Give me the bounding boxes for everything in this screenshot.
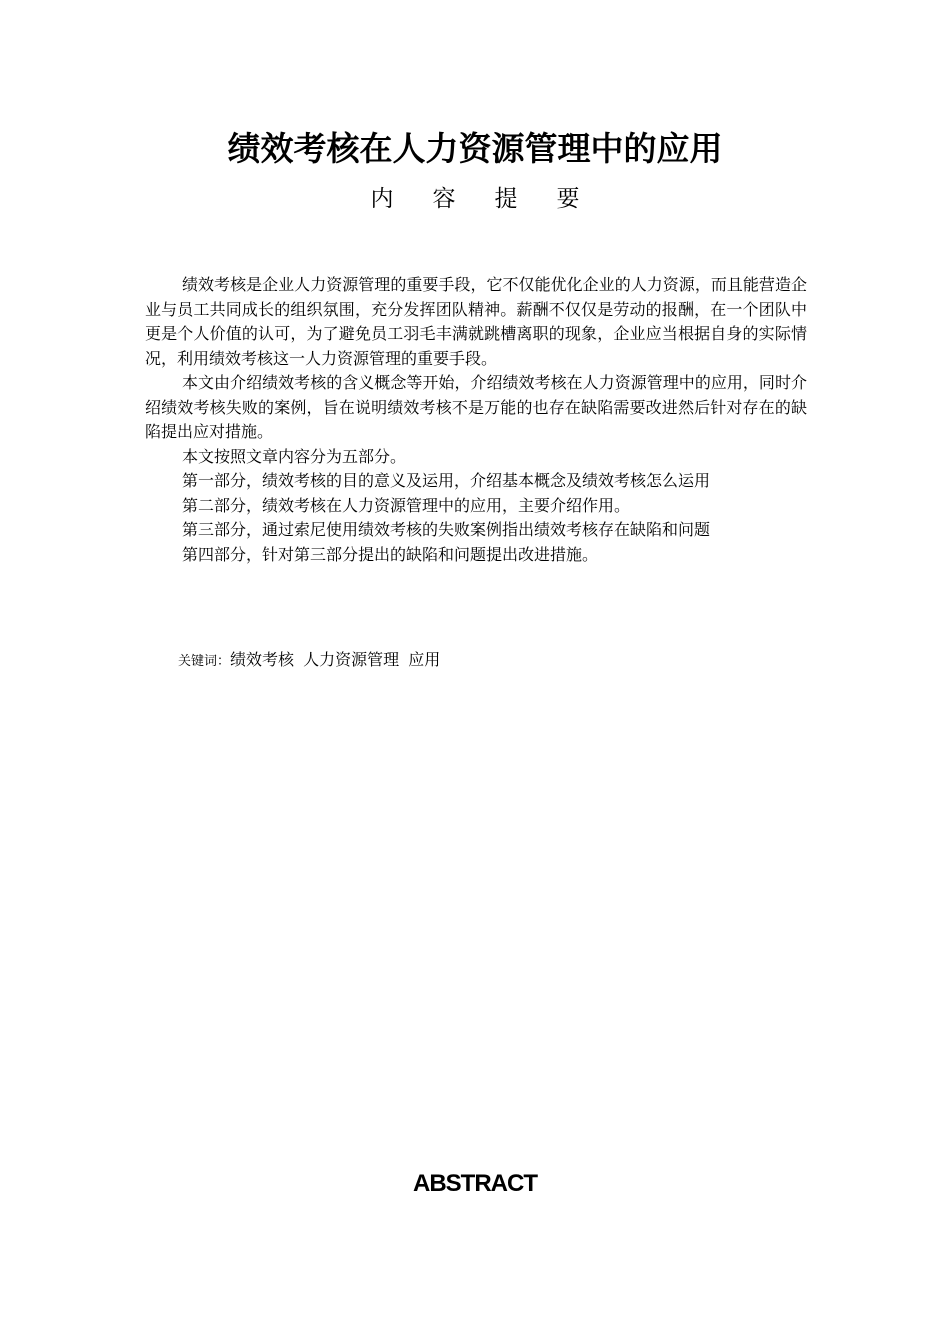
summary-paragraph: 本文按照文章内容分为五部分。 — [182, 446, 407, 466]
summary-part-item: 第一部分，绩效考核的目的意义及运用，介绍基本概念及绩效考核怎么运用 — [182, 471, 711, 490]
summary-paragraph: 本文由介绍绩效考核的含义概念等开始，介绍绩效考核在人力资源管理中的应用，同时介绍绩效考核失败的案例，旨在说明绩效考核不是万能的也存在缺陷需要改进然后针对存在的缺陷提出应对措施。 — [145, 373, 807, 441]
document-subtitle: 内容提要 — [370, 186, 619, 212]
keywords-line — [178, 648, 440, 674]
abstract-heading: ABSTRACT — [413, 1170, 537, 1197]
keywords-value: 绩效考核 人力资源管理 应用 — [230, 650, 441, 669]
summary-body — [145, 273, 807, 567]
summary-paragraph: 绩效考核是企业人力资源管理的重要手段，它不仅能优化企业的人力资源，而且能营造企业与员工共同成长的组织氛围，充分发挥团队精神。薪酬不仅仅是劳动的报酬，在一个团队中更是个人价值的认可，为了避免员工羽毛丰满就跳槽离职的现象，企业应当根据自身的实际情况，利用绩效考核这一人力资源管理的重要手段。 — [145, 275, 807, 368]
document-title: 绩效考核在人力资源管理中的应用 — [227, 129, 723, 168]
summary-part-item: 第四部分，针对第三部分提出的缺陷和问题提出改进措施。 — [182, 544, 599, 564]
summary-part-item: 第三部分，通过索尼使用绩效考核的失败案例指出绩效考核存在缺陷和问题 — [182, 520, 711, 539]
keywords-label: 关键词： — [178, 654, 231, 669]
summary-part-item: 第二部分，绩效考核在人力资源管理中的应用，主要介绍作用。 — [182, 495, 631, 515]
